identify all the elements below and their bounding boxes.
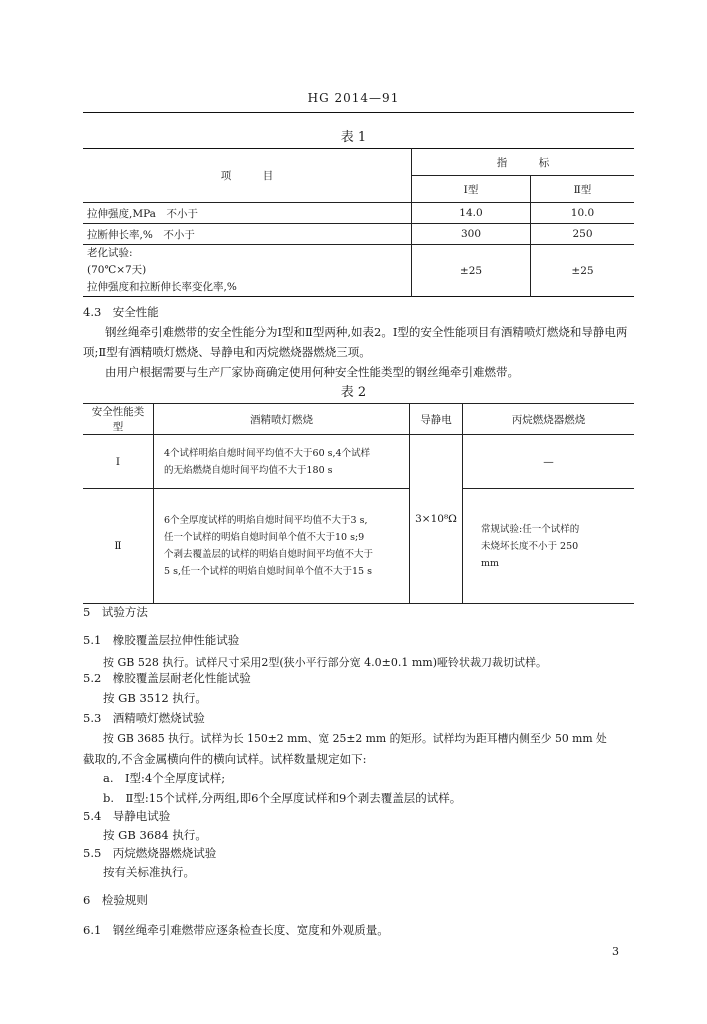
table2-cell-type: Ⅰ xyxy=(83,435,154,489)
table-row xyxy=(83,245,634,297)
section-5-4-body: 按 GB 3684 执行。 xyxy=(103,828,207,842)
table2-propane-line: 常规试验:任一个试样的 xyxy=(481,523,580,535)
section-5-3-item-b: b. Ⅱ型:15个试样,分两组,即6个全厚度试样和9个剥去覆盖层的试样。 xyxy=(103,791,462,805)
table2 xyxy=(83,403,634,604)
section-5-5-title: 5.5 丙烷燃烧器燃烧试验 xyxy=(83,846,217,860)
section-4-3-title: 4.3 安全性能 xyxy=(83,305,159,319)
table2-alcohol-line: 5 s,任一个试样的明焰自熄时间单个值不大于15 s xyxy=(164,566,372,577)
table1-cell-type2: ±25 xyxy=(531,245,635,297)
table2-alcohol-line: 4个试样明焰自熄时间平均值不大于60 s,4个试样 xyxy=(164,447,371,459)
header-rule xyxy=(83,112,634,113)
table1-cell-type1: 14.0 xyxy=(412,203,531,224)
section-5-title: 5 试验方法 xyxy=(83,605,148,619)
section-6-1: 6.1 钢丝绳牵引难燃带应逐条检查长度、宽度和外观质量。 xyxy=(83,923,389,937)
section-5-3-line2: 截取的,不含金属横向件的横向试样。试样数量规定如下: xyxy=(83,752,367,766)
table2-alcohol-line: 个剥去覆盖层的试样的明焰自熄时间平均值不大于 xyxy=(164,549,374,560)
table1-cell-item: 拉伸强度,MPa 不小于 xyxy=(83,203,412,224)
table1-item-line: 老化试验: xyxy=(87,247,133,259)
table1-caption: 表 1 xyxy=(340,130,367,145)
table2-header-static: 导静电 xyxy=(410,404,463,435)
table2-header-propane: 丙烷燃烧器燃烧 xyxy=(463,404,635,435)
table1-cell-item: 拉断伸长率,% 不小于 xyxy=(83,224,412,245)
table1 xyxy=(83,148,634,297)
table1-cell-type1: ±25 xyxy=(412,245,531,297)
table1-cell-type2: 250 xyxy=(531,224,635,245)
table1-cell-type2: 10.0 xyxy=(531,203,635,224)
table2-alcohol-line: 任一个试样的明焰自熄时间单个值不大于10 s;9 xyxy=(164,532,365,543)
table2-propane-line: 未烧坏长度不小于 250 xyxy=(481,540,579,552)
section-5-2-title: 5.2 橡胶覆盖层耐老化性能试验 xyxy=(83,671,251,685)
section-5-3-item-a: a. Ⅰ型:4个全厚度试样; xyxy=(103,771,226,785)
table1-item-line: (70℃×7天) xyxy=(87,264,147,276)
table-row xyxy=(83,489,634,604)
section-5-2-body: 按 GB 3512 执行。 xyxy=(103,691,207,705)
section-5-1-body: 按 GB 528 执行。试样尺寸采用2型(狭小平行部分宽 4.0±0.1 mm)哑铃状裁刀裁切试样。 xyxy=(103,656,547,669)
table2-cell-static: 3×10⁸Ω xyxy=(410,435,463,604)
section-5-4-title: 5.4 导静电试验 xyxy=(83,809,171,823)
section-5-1-title: 5.1 橡胶覆盖层拉伸性能试验 xyxy=(83,633,240,647)
table1-item-line: 拉伸强度和拉断伸长率变化率,% xyxy=(87,281,237,293)
table1-cell-item xyxy=(83,245,412,297)
table2-cell-propane: — xyxy=(463,435,635,489)
table2-alcohol-line: 6个全厚度试样的明焰自熄时间平均值不大于3 s, xyxy=(164,515,368,526)
table2-caption: 表 2 xyxy=(340,385,367,400)
table-row xyxy=(83,435,634,489)
table-row xyxy=(83,203,634,224)
section-5-3-line1: 按 GB 3685 执行。试样为长 150±2 mm、宽 25±2 mm 的矩形。试样均为距耳槽内侧至少 50 mm 处 xyxy=(103,732,607,745)
section-4-3-para2: 由用户根据需要与生产厂家协商确定使用何种安全性能类型的钢丝绳牵引难燃带。 xyxy=(105,365,519,379)
table2-cell-propane xyxy=(463,489,635,604)
table1-col-type2: Ⅱ型 xyxy=(531,176,635,203)
table2-cell-type: Ⅱ xyxy=(83,489,154,604)
table2-header-alcohol: 酒精喷灯燃烧 xyxy=(154,404,410,435)
section-4-3-para1: 钢丝绳牵引难燃带的安全性能分为Ⅰ型和Ⅱ型两种,如表2。Ⅰ型的安全性能项目有酒精喷灯燃烧和导静电两项;Ⅱ型有酒精喷灯燃烧、导静电和丙烷燃烧器燃烧三项。 xyxy=(83,325,628,359)
table2-header-type: 安全性能类型 xyxy=(83,404,154,435)
table1-col-item: 项 目 xyxy=(83,149,412,203)
section-6-title: 6 检验规则 xyxy=(83,893,148,907)
section-5-5-body: 按有关标准执行。 xyxy=(103,865,195,879)
table1-col-type1: Ⅰ型 xyxy=(412,176,531,203)
page-number: 3 xyxy=(612,945,619,958)
table1-col-indicator: 指 标 xyxy=(496,156,550,169)
table2-cell-alcohol xyxy=(154,489,410,604)
table2-cell-alcohol xyxy=(154,435,410,489)
table2-propane-line: mm xyxy=(481,557,500,569)
table2-alcohol-line: 的无焰燃烧自熄时间平均值不大于180 s xyxy=(164,464,333,476)
table-row xyxy=(83,224,634,245)
section-5-3-title: 5.3 酒精喷灯燃烧试验 xyxy=(83,711,205,725)
doc-number: HG 2014—91 xyxy=(307,91,400,105)
table1-cell-type1: 300 xyxy=(412,224,531,245)
